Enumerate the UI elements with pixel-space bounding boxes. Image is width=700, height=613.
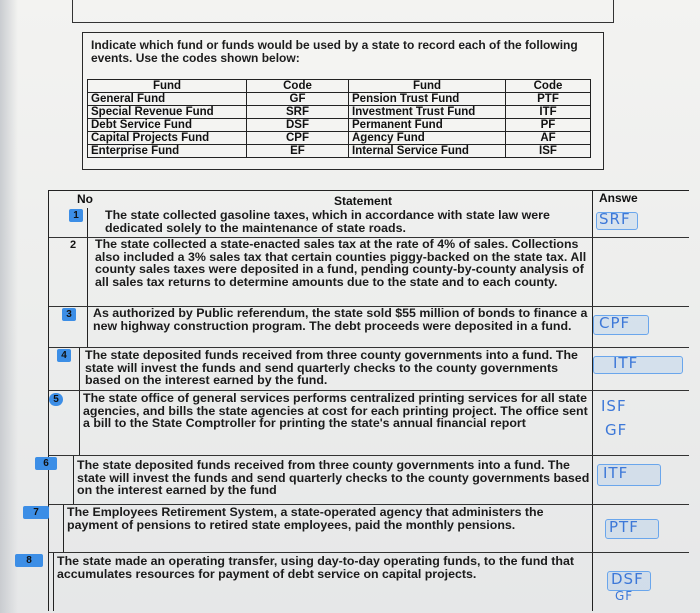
answer-header-cell <box>592 191 690 209</box>
fund-name: Permanent Fund <box>349 119 506 132</box>
row-number-cell <box>49 208 88 237</box>
fund-name: General Fund <box>88 93 247 106</box>
answer-cell[interactable] <box>592 238 690 306</box>
page-shadow <box>0 0 18 613</box>
statements-table <box>26 190 689 611</box>
fund-code: ISF <box>506 145 591 158</box>
fund-code: AF <box>506 132 591 145</box>
statement-text: The Employees Retirement System, a state-operated agency that administers the payment of pensions to retired state employees, paid the monthly pensions. <box>67 505 544 532</box>
header-fund-2: Fund <box>349 80 506 93</box>
row-number-cell <box>49 307 88 347</box>
statement-text: The state collected a state-enacted sales tax at the rate of 4% of sales. Collections also included a 3% sales tax that certain counties piggy-backed on the state tax. All county sales taxes were deposited in a fund, pending county-by-county analysis of all sales tax returns to determine amounts due to the state and to each county. <box>95 237 587 289</box>
row-number-cell <box>33 505 64 552</box>
statement-text: The state office of general services performs centralized printing services for all state agencies, and bills the state agencies at cost for each printing project. The office sent a bill to the State Comptroller for printing the state's annual financial report <box>83 391 588 430</box>
row-number: 4 <box>57 349 71 362</box>
code-row <box>88 119 591 132</box>
statement-text: The state collected gasoline taxes, which in accordance with state law were dedicated solely to the maintenance of state roads. <box>105 208 550 235</box>
header-statement: Statement <box>334 194 393 208</box>
row-number-cell <box>49 238 88 306</box>
fund-name: Internal Service Fund <box>349 145 506 158</box>
handwritten-answer: SRF <box>599 210 631 228</box>
row-number: 7 <box>23 506 49 519</box>
fund-name: Investment Trust Fund <box>349 106 506 119</box>
statement-row-7 <box>33 505 689 552</box>
row-number: 6 <box>35 457 57 470</box>
statement-row-6 <box>43 456 689 504</box>
fund-name: Special Revenue Fund <box>88 106 247 119</box>
row-number-cell <box>49 348 80 390</box>
statement-text: The state deposited funds received from three county governments into a fund. The state will invest the funds and send quarterly checks to the county governments based on the interest earned by the fund <box>77 458 590 497</box>
header-no: No <box>77 192 93 206</box>
row-number-cell <box>43 456 74 504</box>
statement-row-8 <box>26 553 689 611</box>
row-number: 2 <box>70 239 77 251</box>
fund-code-table <box>87 79 591 158</box>
statement-row-2 <box>49 238 689 306</box>
statement-row-1 <box>49 208 689 237</box>
fund-name: Capital Projects Fund <box>88 132 247 145</box>
code-table-header <box>88 80 591 93</box>
header-answer: Answe <box>599 191 638 205</box>
fund-name: Pension Trust Fund <box>349 93 506 106</box>
row-number: 8 <box>15 554 43 567</box>
header-code-2: Code <box>506 80 591 93</box>
previous-question-box <box>72 0 614 23</box>
handwritten-answer-alt: GF <box>605 421 628 439</box>
answer-cell[interactable] <box>592 456 690 504</box>
fund-code: GF <box>247 93 349 106</box>
answer-cell[interactable] <box>592 391 690 455</box>
header-fund: Fund <box>88 80 247 93</box>
answer-cell[interactable] <box>592 307 690 347</box>
statement-row-3 <box>49 307 689 347</box>
fund-code: EF <box>247 145 349 158</box>
answer-cell[interactable] <box>592 505 690 552</box>
handwritten-answer-alt: GF <box>615 589 634 603</box>
fund-name: Debt Service Fund <box>88 119 247 132</box>
code-row <box>88 132 591 145</box>
fund-code: ITF <box>506 106 591 119</box>
answer-cell[interactable] <box>592 348 690 390</box>
fund-code: SRF <box>247 106 349 119</box>
handwritten-answer: ITF <box>613 354 639 372</box>
handwritten-answer: CPF <box>599 314 631 332</box>
row-number-cell <box>26 553 54 611</box>
fund-code: PF <box>506 119 591 132</box>
instructions-panel <box>82 32 604 170</box>
handwritten-answer: ITF <box>603 464 629 482</box>
fund-code: DSF <box>247 119 349 132</box>
answer-cell[interactable] <box>592 553 690 611</box>
statement-text: The state deposited funds received from three county governments into a fund. The state will invest the funds and send quarterly checks to the county governments based on the interest earned by the fund. <box>85 348 578 387</box>
row-number: 3 <box>62 308 76 321</box>
fund-code: CPF <box>247 132 349 145</box>
statement-row-5 <box>49 391 689 455</box>
statement-text: The state made an operating transfer, using day-to-day operating funds, to the fund that accumulates resources for payment of debt service on capital projects. <box>57 554 575 581</box>
handwritten-answer: ISF <box>601 397 627 415</box>
handwritten-answer: PTF <box>609 518 639 536</box>
answer-cell[interactable] <box>592 208 690 237</box>
statement-row-4 <box>49 348 689 390</box>
statement-text: As authorized by Public referendum, the state sold $55 million of bonds to finance a new highway construction program. The debt proceeds were deposited in a fund. <box>93 306 588 333</box>
code-row <box>88 145 591 158</box>
header-code: Code <box>247 80 349 93</box>
row-number-cell <box>49 391 80 455</box>
handwritten-answer: DSF <box>611 570 644 588</box>
fund-name: Agency Fund <box>349 132 506 145</box>
statements-header-row <box>49 191 689 209</box>
instructions-text: Indicate which fund or funds would be used by a state to record each of the following events. Use the codes shown below: <box>91 38 578 65</box>
code-row <box>88 93 591 106</box>
row-number: 5 <box>49 393 63 406</box>
code-row <box>88 106 591 119</box>
row-number: 1 <box>69 209 83 222</box>
fund-name: Enterprise Fund <box>88 145 247 158</box>
fund-code: PTF <box>506 93 591 106</box>
